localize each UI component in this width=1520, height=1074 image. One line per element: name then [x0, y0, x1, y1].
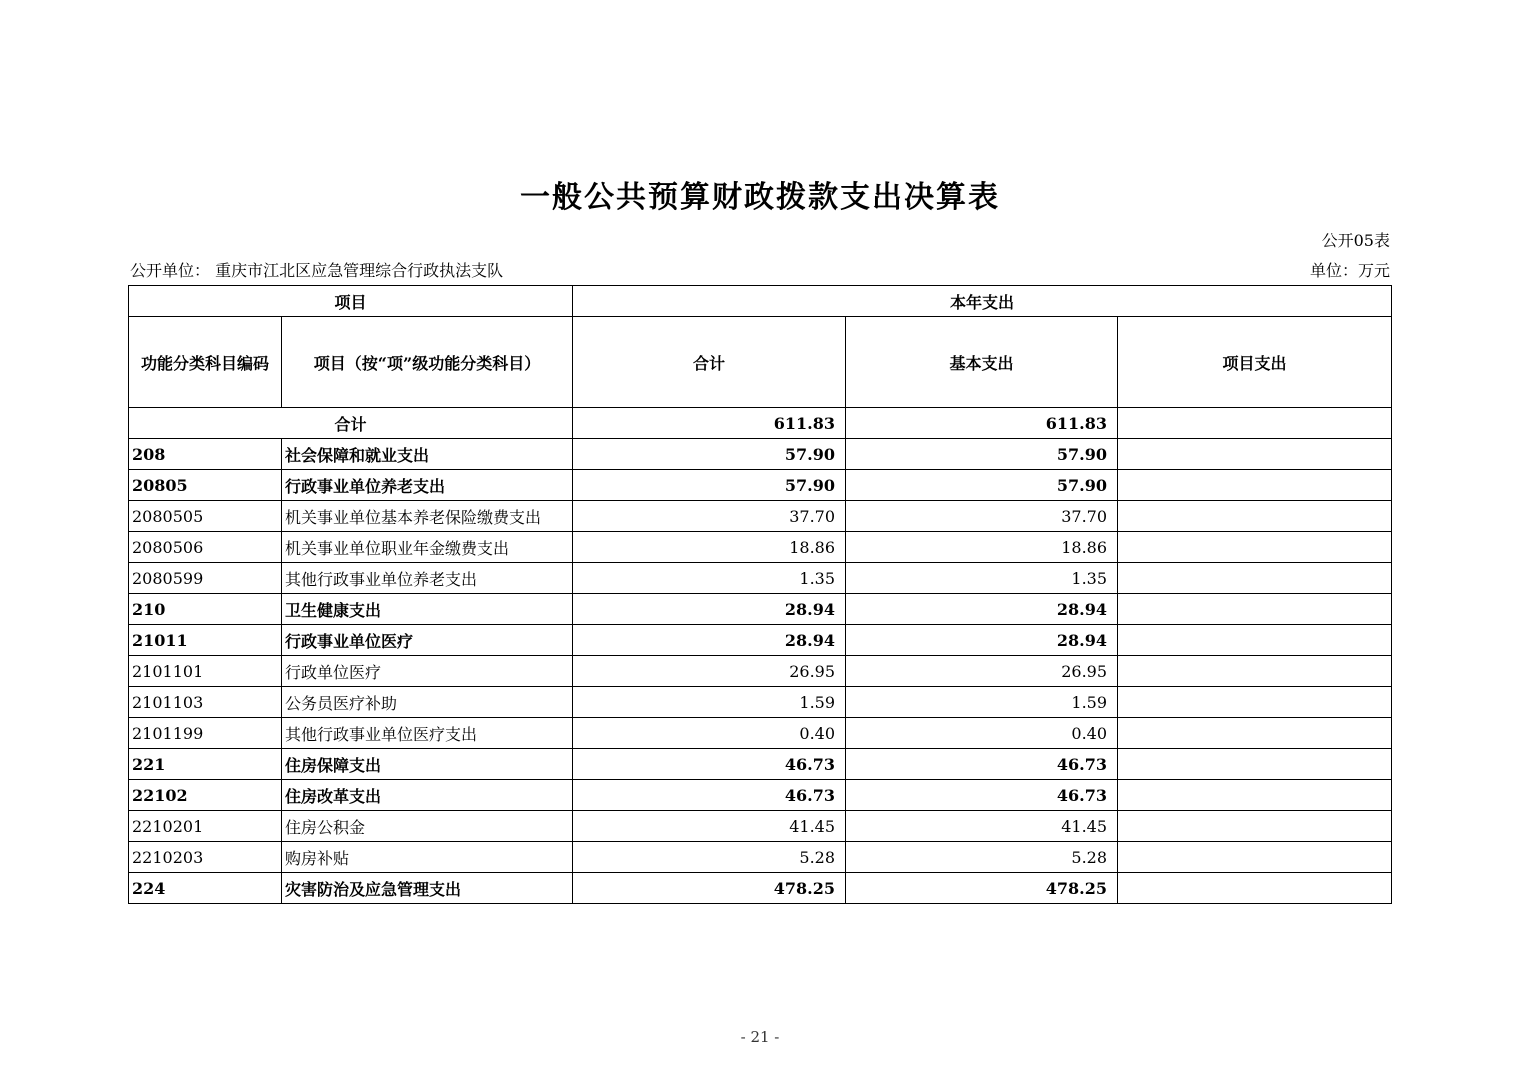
- row-basic: 478.25: [846, 873, 1118, 904]
- row-project: [1118, 811, 1392, 842]
- row-code: 221: [129, 749, 282, 780]
- row-total: 1.59: [573, 687, 846, 718]
- row-project: [1118, 656, 1392, 687]
- row-total: 0.40: [573, 718, 846, 749]
- row-project: [1118, 501, 1392, 532]
- total-basic: 611.83: [846, 408, 1118, 439]
- row-project: [1118, 842, 1392, 873]
- page-title: 一般公共预算财政拨款支出决算表: [520, 180, 1000, 215]
- row-total: 26.95: [573, 656, 846, 687]
- row-name: 住房公积金: [282, 811, 573, 842]
- row-code: 2080599: [129, 563, 282, 594]
- row-name: 行政事业单位养老支出: [282, 470, 573, 501]
- table-row: [129, 625, 1392, 656]
- table-row: [129, 656, 1392, 687]
- row-name: 其他行政事业单位医疗支出: [282, 718, 573, 749]
- row-name: 购房补贴: [282, 842, 573, 873]
- row-project: [1118, 625, 1392, 656]
- row-code: 2101101: [129, 656, 282, 687]
- row-project: [1118, 594, 1392, 625]
- row-code: 2210201: [129, 811, 282, 842]
- row-name: 其他行政事业单位养老支出: [282, 563, 573, 594]
- table-row: [129, 811, 1392, 842]
- row-code: 2080506: [129, 532, 282, 563]
- row-name: 行政事业单位医疗: [282, 625, 573, 656]
- row-project: [1118, 749, 1392, 780]
- row-total: 37.70: [573, 501, 846, 532]
- row-basic: 41.45: [846, 811, 1118, 842]
- row-total: 57.90: [573, 470, 846, 501]
- row-total: 46.73: [573, 780, 846, 811]
- table-row: [129, 873, 1392, 904]
- row-basic: 46.73: [846, 749, 1118, 780]
- row-project: [1118, 532, 1392, 563]
- row-basic: 28.94: [846, 625, 1118, 656]
- table-row: [129, 470, 1392, 501]
- row-code: 2210203: [129, 842, 282, 873]
- row-project: [1118, 873, 1392, 904]
- table-row: [129, 532, 1392, 563]
- table-row: [129, 594, 1392, 625]
- table-row: [129, 780, 1392, 811]
- row-code: 20805: [129, 470, 282, 501]
- row-total: 41.45: [573, 811, 846, 842]
- row-name: 行政单位医疗: [282, 656, 573, 687]
- total-amount: 611.83: [573, 408, 846, 439]
- header-code: 功能分类科目编码: [129, 317, 282, 408]
- header-project-exp: 项目支出: [1118, 317, 1392, 408]
- total-label: 合计: [129, 408, 573, 439]
- row-total: 18.86: [573, 532, 846, 563]
- row-name: 卫生健康支出: [282, 594, 573, 625]
- reporting-unit: 公开单位： 重庆市江北区应急管理综合行政执法支队: [130, 261, 504, 280]
- row-name: 机关事业单位基本养老保险缴费支出: [282, 501, 573, 532]
- row-basic: 1.35: [846, 563, 1118, 594]
- row-project: [1118, 470, 1392, 501]
- row-project: [1118, 718, 1392, 749]
- expenditure-table: [128, 285, 1392, 904]
- row-name: 住房改革支出: [282, 780, 573, 811]
- row-total: 57.90: [573, 439, 846, 470]
- row-code: 208: [129, 439, 282, 470]
- row-code: 2101199: [129, 718, 282, 749]
- table-row: [129, 439, 1392, 470]
- table-row: [129, 749, 1392, 780]
- row-name: 社会保障和就业支出: [282, 439, 573, 470]
- header-total: 合计: [573, 317, 846, 408]
- header-name: 项目（按“项”级功能分类科目）: [282, 317, 573, 408]
- row-code: 224: [129, 873, 282, 904]
- row-code: 21011: [129, 625, 282, 656]
- row-code: 22102: [129, 780, 282, 811]
- row-basic: 18.86: [846, 532, 1118, 563]
- header-basic: 基本支出: [846, 317, 1118, 408]
- row-total: 5.28: [573, 842, 846, 873]
- row-basic: 1.59: [846, 687, 1118, 718]
- header-project: 项目: [129, 286, 573, 317]
- row-basic: 37.70: [846, 501, 1118, 532]
- row-code: 2080505: [129, 501, 282, 532]
- row-total: 46.73: [573, 749, 846, 780]
- page-number: - 21 -: [740, 1028, 780, 1046]
- row-project: [1118, 687, 1392, 718]
- row-project: [1118, 780, 1392, 811]
- currency-unit: 单位：万元: [1309, 261, 1390, 280]
- total-row: [129, 408, 1392, 439]
- form-number: 公开05表: [1321, 231, 1390, 250]
- table-row: [129, 718, 1392, 749]
- row-basic: 57.90: [846, 439, 1118, 470]
- table-row: [129, 687, 1392, 718]
- header-row-2: [129, 317, 1392, 408]
- row-project: [1118, 563, 1392, 594]
- row-code: 2101103: [129, 687, 282, 718]
- table-row: [129, 563, 1392, 594]
- total-project: [1118, 408, 1392, 439]
- header-row-1: [129, 286, 1392, 317]
- row-basic: 5.28: [846, 842, 1118, 873]
- row-total: 1.35: [573, 563, 846, 594]
- row-total: 478.25: [573, 873, 846, 904]
- header-this-year: 本年支出: [573, 286, 1392, 317]
- row-project: [1118, 439, 1392, 470]
- row-name: 公务员医疗补助: [282, 687, 573, 718]
- row-name: 住房保障支出: [282, 749, 573, 780]
- row-basic: 46.73: [846, 780, 1118, 811]
- row-name: 机关事业单位职业年金缴费支出: [282, 532, 573, 563]
- table-row: [129, 842, 1392, 873]
- row-name: 灾害防治及应急管理支出: [282, 873, 573, 904]
- row-basic: 0.40: [846, 718, 1118, 749]
- table-row: [129, 501, 1392, 532]
- row-basic: 28.94: [846, 594, 1118, 625]
- row-basic: 57.90: [846, 470, 1118, 501]
- row-code: 210: [129, 594, 282, 625]
- row-total: 28.94: [573, 594, 846, 625]
- row-basic: 26.95: [846, 656, 1118, 687]
- row-total: 28.94: [573, 625, 846, 656]
